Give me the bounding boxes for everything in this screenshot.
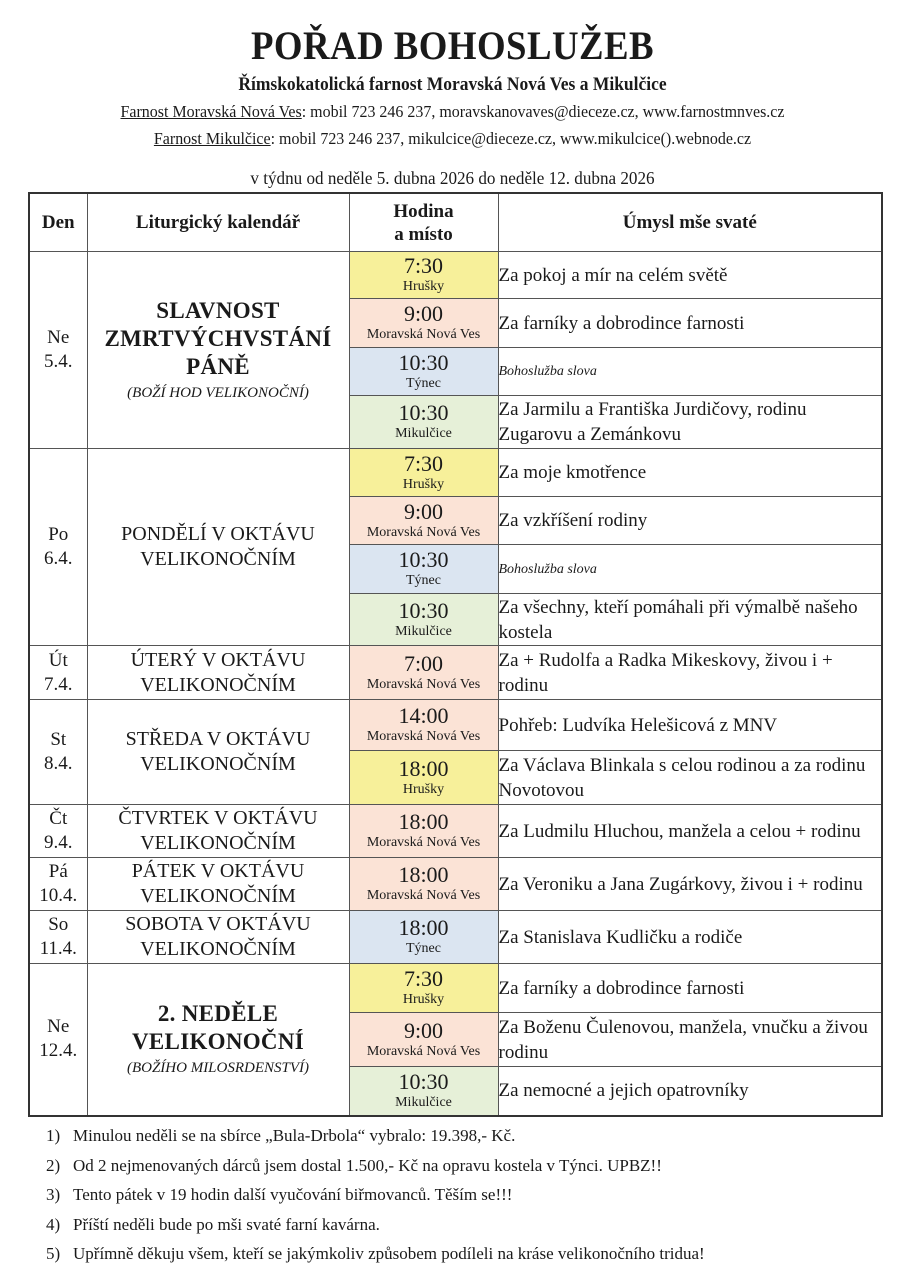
contact-mnv <box>27 102 878 122</box>
mass-place: Mikulčice <box>395 1094 452 1110</box>
liturgical-cell <box>87 964 349 1116</box>
table-row <box>29 700 882 751</box>
table-row <box>29 252 882 299</box>
day-name: Čt <box>49 808 68 829</box>
day-cell <box>29 700 87 805</box>
liturgical-cell <box>87 700 349 805</box>
day-name: Út <box>48 649 68 671</box>
liturgical-cell <box>87 646 349 700</box>
liturgical-subtitle: (BOŽÍHO MILOSRDENSTVÍ) <box>126 1060 310 1077</box>
day-date: 11.4. <box>39 938 77 959</box>
mass-time: 7:30 <box>403 450 444 476</box>
day-date: 8.4. <box>44 753 73 774</box>
mass-intention: Za Václava Blinkala s celou rodinou a za rodinu Novotovou <box>498 751 882 805</box>
mass-time: 10:30 <box>398 1068 449 1094</box>
table-header-row <box>29 193 882 252</box>
announcement-text: Od 2 nejmenovaných dárců jsem dostal 1.500,- Kč na opravu kostela v Týnci. UPBZ!! <box>73 1155 662 1175</box>
announcement-number: 4) <box>46 1214 61 1234</box>
day-cell <box>29 964 87 1116</box>
mass-time: 7:00 <box>403 650 444 676</box>
liturgical-title-line: VELIKONOČNÍM <box>140 548 296 570</box>
time-place-cell <box>349 751 498 805</box>
day-cell <box>29 449 87 646</box>
mass-place: Moravská Nová Ves <box>366 327 481 342</box>
day-date: 5.4. <box>44 351 73 372</box>
day-cell <box>29 646 87 700</box>
liturgical-title-line: PÁTEK V OKTÁVU <box>131 860 305 882</box>
header-intention: Úmysl mše svaté <box>498 193 882 252</box>
time-place-cell <box>349 497 498 545</box>
mass-place: Moravská Nová Ves <box>366 888 481 903</box>
header-liturgical-calendar: Liturgický kalendář <box>87 193 349 252</box>
day-date: 12.4. <box>39 1040 78 1062</box>
mass-place: Hrušky <box>402 279 445 294</box>
mass-intention: Za moje kmotřence <box>498 449 882 497</box>
liturgical-title-line: VELIKONOČNÍM <box>140 673 296 696</box>
liturgical-title-line: VELIKONOČNÍ <box>132 1029 304 1055</box>
announcement-item <box>46 1239 705 1269</box>
announcement-number: 3) <box>46 1185 61 1204</box>
mass-place: Týnec <box>406 941 441 956</box>
time-place-cell <box>349 858 498 911</box>
liturgical-title-line: VELIKONOČNÍM <box>140 832 296 854</box>
day-cell <box>29 911 87 964</box>
mass-place: Týnec <box>406 375 441 391</box>
announcements <box>46 1121 705 1269</box>
liturgical-cell <box>87 911 349 964</box>
mass-time: 9:00 <box>403 1017 444 1043</box>
liturgical-cell <box>87 858 349 911</box>
day-date: 6.4. <box>44 548 73 569</box>
mass-intention: Za všechny, kteří pomáhali při výmalbě našeho kostela <box>498 594 882 646</box>
contact-mikulcice-label: Farnost Mikulčice <box>153 129 271 148</box>
announcement-text: Tento pátek v 19 hodin další vyučování biřmovanců. Těším se!!! <box>73 1185 513 1204</box>
liturgical-title-line: ČTVRTEK V OKTÁVU <box>118 807 318 829</box>
mass-intention: Za vzkříšení rodiny <box>498 497 882 545</box>
mass-intention: Za Stanislava Kudličku a rodiče <box>498 911 882 964</box>
mass-place: Moravská Nová Ves <box>366 524 481 540</box>
liturgical-title-line: ZMRTVÝCHVSTÁNÍ <box>104 326 332 351</box>
day-name: Ne <box>47 327 70 348</box>
contact-mnv-label: Farnost Moravská Nová Ves <box>120 102 302 121</box>
liturgical-title-line: VELIKONOČNÍM <box>140 885 296 907</box>
time-place-cell <box>349 545 498 594</box>
mass-place: Moravská Nová Ves <box>366 676 481 692</box>
time-place-cell <box>349 1067 498 1116</box>
table-row <box>29 449 882 497</box>
day-name: Ne <box>47 1016 70 1038</box>
liturgical-title-line: PONDĚLÍ V OKTÁVU <box>121 523 315 545</box>
mass-intention: Za + Rudolfa a Radka Mikeskovy, živou i + rodinu <box>498 646 882 700</box>
mass-intention: Za Jarmilu a Františka Jurdičovy, rodinu Zugarovu a Zemánkovu <box>498 396 882 449</box>
mass-time: 18:00 <box>398 809 449 834</box>
day-name: Po <box>48 524 69 545</box>
time-place-cell <box>349 594 498 646</box>
mass-time: 7:30 <box>403 253 444 278</box>
mass-time: 18:00 <box>398 915 449 940</box>
time-place-cell <box>349 964 498 1013</box>
liturgical-title-line: VELIKONOČNÍM <box>140 938 296 960</box>
table-row <box>29 911 882 964</box>
mass-place: Hrušky <box>402 476 445 492</box>
announcement-text: Upřímně děkuju všem, kteří se jakýmkoliv způsobem podíleli na kráse velikonočního tridua! <box>73 1244 705 1263</box>
mass-intention: Za farníky a dobrodince farnosti <box>498 299 882 348</box>
mass-intention: Za pokoj a mír na celém světě <box>498 252 882 299</box>
mass-place: Moravská Nová Ves <box>366 835 481 850</box>
page-title: POŘAD BOHOSLUŽEB <box>250 23 655 68</box>
liturgical-subtitle: (BOŽÍ HOD VELIKONOČNÍ) <box>127 385 309 401</box>
announcement-item <box>46 1121 705 1151</box>
mass-intention: Bohoslužba slova <box>498 545 882 594</box>
time-place-cell <box>349 646 498 700</box>
day-cell <box>29 252 87 449</box>
mass-place: Mikulčice <box>395 426 452 441</box>
mass-intention: Za nemocné a jejich opatrovníky <box>498 1067 882 1116</box>
announcement-text: Příští neděli bude po mši svaté farní kavárna. <box>73 1214 380 1234</box>
day-name: So <box>48 914 69 935</box>
mass-place: Moravská Nová Ves <box>366 729 481 744</box>
table-row <box>29 858 882 911</box>
mass-place: Mikulčice <box>395 623 452 639</box>
mass-place: Hrušky <box>402 992 445 1007</box>
day-date: 7.4. <box>44 673 73 695</box>
time-place-cell <box>349 449 498 497</box>
liturgical-title-line: SOBOTA V OKTÁVU <box>125 913 311 935</box>
schedule-table <box>28 192 883 1117</box>
liturgical-title-line: 2. NEDĚLE <box>157 1001 279 1027</box>
liturgical-title-line: ÚTERÝ V OKTÁVU <box>130 648 306 671</box>
mass-time: 14:00 <box>398 703 449 728</box>
mass-intention: Bohoslužba slova <box>498 348 882 396</box>
mass-time: 10:30 <box>398 400 449 425</box>
table-row <box>29 964 882 1013</box>
table-row <box>29 646 882 700</box>
table-row <box>29 805 882 858</box>
day-name: Pá <box>48 861 68 882</box>
mass-time: 18:00 <box>398 862 449 887</box>
week-range: v týdnu od neděle 5. dubna 2026 do neděle 12. dubna 2026 <box>250 168 655 188</box>
time-place-cell <box>349 252 498 299</box>
mass-time: 7:30 <box>403 966 444 991</box>
mass-place: Hrušky <box>402 781 445 797</box>
announcement-text: Minulou neděli se na sbírce „Bula-Drbola“ vybralo: 19.398,- Kč. <box>73 1126 516 1145</box>
time-place-cell <box>349 299 498 348</box>
schedule-body <box>29 252 882 1116</box>
day-cell <box>29 858 87 911</box>
announcement-number: 1) <box>46 1126 61 1145</box>
day-date: 10.4. <box>39 885 78 906</box>
announcement-item <box>46 1210 705 1240</box>
mass-intention: Za Ludmilu Hluchou, manžela a celou + rodinu <box>498 805 882 858</box>
contact-mikulcice-text: : mobil 723 246 237, mikulcice@dieceze.cz, www.mikulcice().webnode.cz <box>270 129 752 148</box>
mass-time: 10:30 <box>398 547 449 572</box>
liturgical-title-line: STŘEDA V OKTÁVU <box>125 728 311 750</box>
header-time-line2: a místo <box>394 223 453 245</box>
announcement-item <box>46 1151 705 1181</box>
mass-intention: Za Veroniku a Jana Zugárkovy, živou i + rodinu <box>498 858 882 911</box>
mass-place: Moravská Nová Ves <box>366 1043 481 1059</box>
time-place-cell <box>349 805 498 858</box>
liturgical-title-line: SLAVNOST <box>156 298 280 323</box>
time-place-cell <box>349 1013 498 1067</box>
liturgical-cell <box>87 252 349 449</box>
parish-subtitle: Římskokatolická farnost Moravská Nová Ves a Mikulčice <box>238 74 667 95</box>
header-den: Den <box>29 193 87 252</box>
day-name: St <box>50 729 67 750</box>
header-time-line1: Hodina <box>393 200 454 222</box>
mass-intention: Pohřeb: Ludvíka Helešicová z MNV <box>498 700 882 751</box>
time-place-cell <box>349 700 498 751</box>
time-place-cell <box>349 348 498 396</box>
liturgical-cell <box>87 449 349 646</box>
mass-time: 10:30 <box>398 597 449 623</box>
liturgical-title-line: PÁNĚ <box>186 354 250 379</box>
liturgical-title-line: VELIKONOČNÍM <box>140 753 296 775</box>
header-time-place <box>349 193 498 252</box>
mass-time: 10:30 <box>398 349 449 375</box>
time-place-cell <box>349 911 498 964</box>
contact-mnv-text: : mobil 723 246 237, moravskanovaves@dieceze.cz, www.farnostmnves.cz <box>301 102 785 121</box>
contact-mikulcice <box>27 129 878 149</box>
mass-time: 9:00 <box>403 301 444 326</box>
announcement-item <box>46 1180 705 1210</box>
announcement-number: 2) <box>46 1155 61 1175</box>
announcement-number: 5) <box>46 1244 61 1263</box>
time-place-cell <box>349 396 498 449</box>
mass-time: 18:00 <box>398 755 449 781</box>
mass-intention: Za farníky a dobrodince farnosti <box>498 964 882 1013</box>
mass-place: Týnec <box>406 573 441 588</box>
mass-intention: Za Boženu Čulenovou, manžela, vnučku a živou rodinu <box>498 1013 882 1067</box>
day-cell <box>29 805 87 858</box>
day-date: 9.4. <box>44 832 73 853</box>
liturgical-cell <box>87 805 349 858</box>
mass-time: 9:00 <box>403 498 444 524</box>
